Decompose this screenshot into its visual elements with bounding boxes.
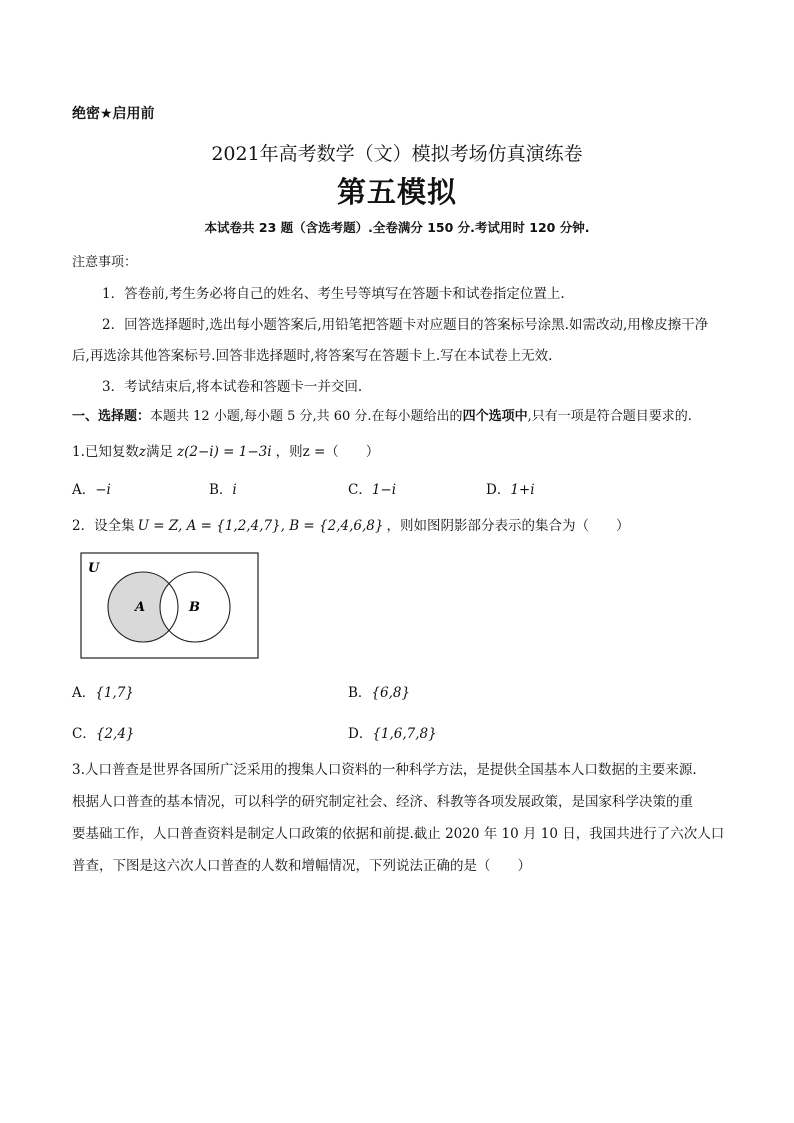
section-desc-c: ,只有一项是符合题目要求的. — [527, 409, 692, 424]
q2-sets: U = Z, A = {1,2,4,7}, B = {2,4,6,8} — [137, 518, 384, 534]
venn-label-a: A — [135, 600, 146, 615]
question-2 — [72, 514, 629, 534]
q1-prefix: 1.已知复数 — [72, 444, 139, 460]
notice-item: 3．考试结束后,将本试卷和答题卡一并交回. — [102, 379, 363, 395]
section-heading — [72, 405, 692, 424]
q3-line: 根据人口普查的基本情况，可以科学的研究制定社会、经济、科教等各项发展政策，是国家科学决策的重 — [72, 794, 693, 810]
q2-suffix: ，则如图阴影部分表示的集合为（ ） — [386, 518, 630, 534]
q1-option-d[interactable]: D．1+i — [486, 482, 535, 498]
q2-option-a[interactable]: A．{1,7} — [72, 685, 134, 701]
q2-option-d[interactable]: D．{1,6,7,8} — [348, 726, 437, 742]
secret-label: 绝密★启用前 — [72, 106, 155, 122]
q1-middle: 满足 — [146, 444, 174, 460]
q1-option-a[interactable]: A．−i — [72, 482, 111, 498]
question-1 — [72, 440, 379, 460]
q1-var: z — [138, 444, 147, 460]
q1-option-c[interactable]: C．1−i — [348, 482, 397, 498]
q2-prefix: 2．设全集 — [72, 518, 135, 534]
section-desc-b: 四个选项中 — [462, 409, 528, 424]
notice-item: 1．答卷前,考生务必将自己的姓名、考生号等填写在答题卡和试卷指定位置上. — [102, 286, 565, 302]
venn-label-u: U — [88, 561, 100, 576]
notice-heading: 注意事项： — [72, 255, 138, 270]
q3-line: 3.人口普查是世界各国所广泛采用的搜集人口资料的一种科学方法，是提供全国基本人口数据的主要来源. — [72, 762, 697, 778]
q1-option-b[interactable]: B．i — [209, 482, 237, 498]
q1-equation: z(2−i) = 1−3i — [177, 444, 272, 460]
section-label: 一、选择题： — [72, 409, 151, 424]
notice-item: 2．回答选择题时,选出每小题答案后,用铅笔把答题卡对应题目的答案标号涂黑.如需改动,用橡皮擦干净 — [102, 317, 709, 333]
venn-label-b: B — [189, 600, 200, 615]
venn-diagram — [80, 552, 260, 660]
q2-option-c[interactable]: C．{2,4} — [72, 726, 135, 742]
notice-item: 后,再选涂其他答案标号.回答非选择题时,将答案写在答题卡上.写在本试卷上无效. — [72, 348, 553, 364]
q3-line: 要基础工作，人口普查资料是制定人口政策的依据和前提.截止 2020 年 10 月 10 日，我国共进行了六次人口 — [72, 826, 725, 842]
exam-meta: 本试卷共 23 题（含选考题）.全卷满分 150 分.考试用时 120 分钟. — [204, 220, 590, 235]
exam-title: 2021年高考数学（文）模拟考场仿真演练卷 — [211, 143, 583, 165]
q1-suffix: ，则z =（ ） — [275, 444, 380, 460]
q3-line: 普查，下图是这六次人口普查的人数和增幅情况，下列说法正确的是（ ） — [72, 858, 531, 874]
section-desc-a: 本题共 12 小题,每小题 5 分,共 60 分.在每小题给出的 — [150, 409, 463, 424]
q2-option-b[interactable]: B．{6,8} — [348, 685, 411, 701]
exam-subtitle: 第五模拟 — [336, 175, 457, 209]
